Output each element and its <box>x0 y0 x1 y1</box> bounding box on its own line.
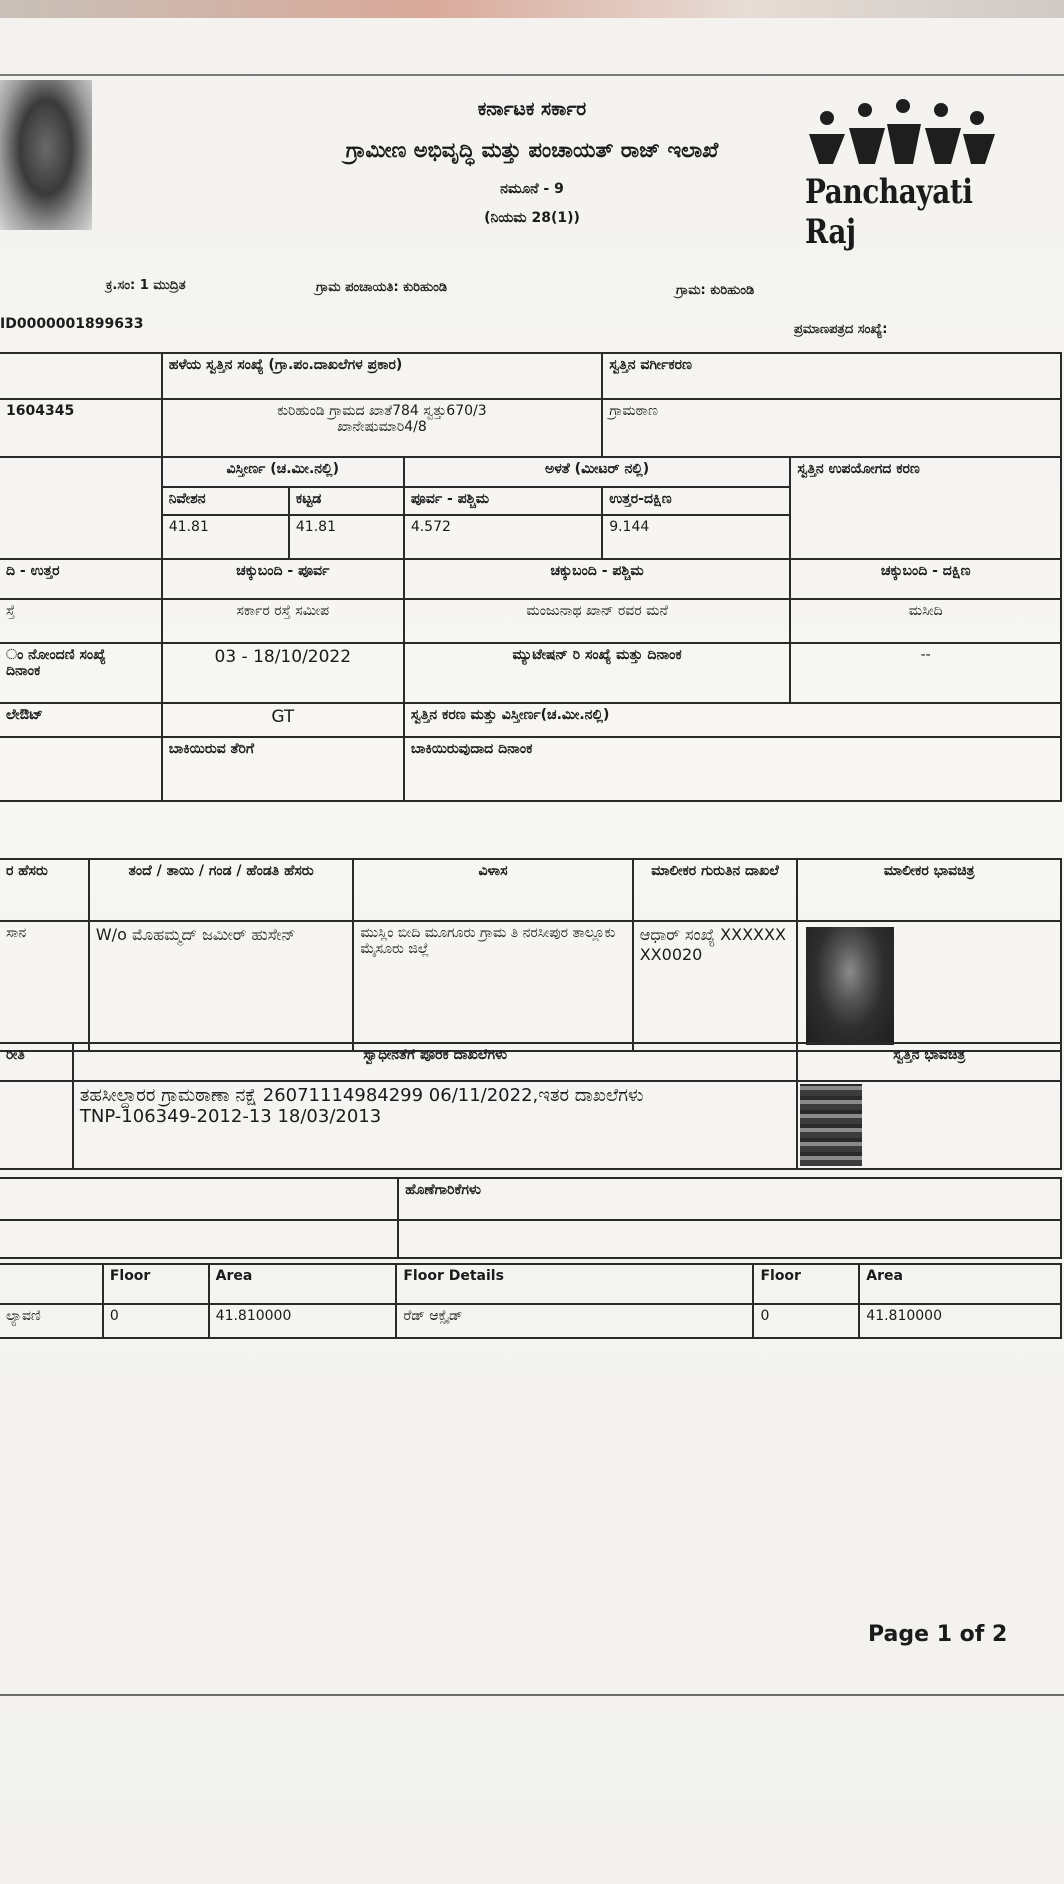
logo-text: Panchayati Raj <box>805 172 973 252</box>
owner-photo-header: ಮಾಲೀಕರ ಭಾವಚಿತ್ರ <box>797 859 1061 921</box>
property-id-cut: 1604345 <box>0 399 162 457</box>
address-header: ವಿಳಾಸ <box>353 859 632 921</box>
pending-date-header: ಬಾಕಿಯಿರುವುದಾದ ದಿನಾಂಕ <box>404 737 1061 801</box>
floor-details-value: ರೆಡ್ ಆಕ್ಸೈಡ್ <box>396 1304 753 1338</box>
page-number: Page 1 of 2 <box>868 1622 1008 1647</box>
property-photo-cell <box>797 1081 1061 1169</box>
registration-label <box>0 643 162 703</box>
site-area-value: 41.81 <box>162 515 289 559</box>
type-area-header: ಸ್ವತ್ತಿನ ಕರಣ ಮತ್ತು ವಿಸ್ತೀರ್ಣ(ಚ.ಮೀ.ನಲ್ಲಿ) <box>404 703 1061 737</box>
registration-label-line2: ದಿನಾಂಕ <box>6 663 41 679</box>
liabilities-header: ಹೊಣೆಗಾರಿಕೆಗಳು <box>398 1178 1061 1220</box>
supporting-docs-value <box>73 1081 798 1169</box>
scan-edge <box>0 0 1064 18</box>
area-header-floor: Area <box>209 1264 397 1304</box>
floor-row-label: ಲ್ಯಾವಣಿ <box>0 1304 103 1338</box>
registration-value: 03 - 18/10/2022 <box>162 643 404 703</box>
floor-value: 0 <box>103 1304 209 1338</box>
department-title: ಗ್ರಾಮೀಣ ಅಭಿವೃದ್ಧಿ ಮತ್ತು ಪಂಚಾಯತ್ ರಾಜ್ ಇಲಾಖೆ <box>345 138 719 162</box>
form-number: ನಮೂನೆ - 9 <box>500 181 564 197</box>
docs-left-header: ರೀತಿ <box>0 1043 73 1081</box>
dimension-header: ಅಳತೆ (ಮೀಟರ್ ನಲ್ಲಿ) <box>404 457 791 487</box>
rule-number: (ನಿಯಮ 28(1)) <box>484 210 580 226</box>
page-top-rule <box>0 74 1064 76</box>
old-number-header: ಹಳೆಯ ಸ್ವತ್ತಿನ ಸಂಖ್ಯೆ (ಗ್ರಾ.ಪಂ.ದಾಖಲೆಗಳ ಪ್ರಕಾರ) <box>162 353 602 399</box>
property-details-table <box>0 352 1062 802</box>
area-value: 41.810000 <box>209 1304 397 1338</box>
relation-header: ತಂದೆ / ತಾಯಿ / ಗಂಡ / ಹೆಂಡತಿ ಹೆಸರು <box>89 859 353 921</box>
cell-empty <box>0 457 162 559</box>
panchayati-raj-logo-icon <box>805 98 995 170</box>
boundary-east-value: ಸರ್ಕಾರ ರಸ್ತೆ ಸಮೀಪ <box>162 599 404 643</box>
usage-header: ಸ್ವತ್ತಿನ ಉಪಯೋಗದ ಕರಣ <box>790 457 1061 559</box>
page-bottom-rule <box>0 1694 1064 1696</box>
documents-table <box>0 1042 1062 1170</box>
cell-empty <box>0 1081 73 1169</box>
boundary-south-value: ಮಸೀದಿ <box>790 599 1061 643</box>
registration-label-line1: ಂ ನೋಂದಣಿ ಸಂಖ್ಯೆ <box>6 647 106 663</box>
pending-tax-header: ಬಾಕಿಯಿರುವ ತೆರಿಗೆ <box>162 737 404 801</box>
docs-line2: TNP-106349-2012-13 18/03/2013 <box>79 1106 382 1127</box>
docs-line1: ತಹಸೀಲ್ದಾರರ ಗ್ರಾಮಠಾಣಾ ನಕ್ಷೆ 26071114984299 06/11/2022,ಇತರ ದಾಖಲೆಗಳು <box>79 1085 644 1106</box>
owner-photo-cell <box>797 921 1061 1051</box>
boundary-west-header: ಚಕ್ಕುಬಂದಿ - ಪಶ್ಚಿಮ <box>404 559 791 599</box>
building-header: ಕಟ್ಟಡ <box>289 487 404 515</box>
village-name: ಗ್ರಾಮ: ಕುರಿಹುಂಡಿ <box>676 283 755 298</box>
old-number-line2: ಖಾನೇಷುಮಾರಿ4/8 <box>337 419 427 435</box>
owner-photo <box>806 927 894 1045</box>
liabilities-table <box>0 1177 1062 1259</box>
old-number-value <box>162 399 602 457</box>
east-west-value: 4.572 <box>404 515 602 559</box>
owner-name-header: ರ ಹೆಸರು <box>0 859 89 921</box>
floor-details-header: Floor Details <box>396 1264 753 1304</box>
gt-value: GT <box>162 703 404 737</box>
built-area-value: 41.81 <box>289 515 404 559</box>
classification-value: ಗ್ರಾಮಠಾಣ <box>602 399 1061 457</box>
owner-name-value: ಸಾನ <box>0 921 89 1051</box>
id-doc-header: ಮಾಲೀಕರ ಗುರುತಿನ ದಾಖಲೆ <box>633 859 798 921</box>
area-header: ವಿಸ್ತೀರ್ಣ (ಚ.ಮೀ.ನಲ್ಲಿ) <box>162 457 404 487</box>
north-south-value: 9.144 <box>602 515 790 559</box>
address-value: ಮುಸ್ಲಿಂ ಬೀದಿ ಮೂಗೂರು ಗ್ರಾಮ ತಿ ನರಸೀಪುರ ತಾಲ್ಲೂಕು ಮೈಸೂರು ಜಿಲ್ಲೆ <box>353 921 632 1051</box>
mutation-header: ಮ್ಯುಟೇಷನ್ ರಿ ಸಂಖ್ಯೆ ಮತ್ತು ದಿನಾಂಕ <box>404 643 791 703</box>
east-west-header: ಪೂರ್ವ - ಪಶ್ಚಿಮ <box>404 487 602 515</box>
classification-header: ಸ್ವತ್ತಿನ ವರ್ಗೀಕರಣ <box>602 353 1061 399</box>
liabilities-value <box>398 1220 1061 1258</box>
cell-empty <box>0 353 162 399</box>
floor-details-table <box>0 1263 1062 1339</box>
site-header: ನಿವೇಶನ <box>162 487 289 515</box>
cell-empty <box>0 1178 398 1220</box>
old-number-line1: ಕುರಿಹುಂಡಿ ಗ್ರಾಮದ ಖಾತೆ784 ಸ್ವತ್ತು670/3 <box>277 403 487 419</box>
area-header-2: Area <box>859 1264 1061 1304</box>
layout-label: ಲೇಔಟ್ <box>0 703 162 737</box>
floor-header: Floor <box>103 1264 209 1304</box>
relation-value: W/o ಮೊಹಮ್ಮದ್ ಜಮೀರ್ ಹುಸೇನ್ <box>89 921 353 1051</box>
cell-empty <box>0 1264 103 1304</box>
property-id: ID0000001899633 <box>0 316 144 332</box>
panchayat-name: ಗ್ರಾಮ ಪಂಚಾಯತಿ: ಕುರಿಹುಂಡಿ <box>316 280 448 295</box>
cell-empty <box>0 1220 398 1258</box>
boundary-west-value: ಮಂಜುನಾಥ ಖಾನ್ ರವರ ಮನೆ <box>404 599 791 643</box>
id-doc-value: ಆಧಾರ್ ಸಂಖ್ಯೆ XXXXXXXX0020 <box>633 921 798 1051</box>
govt-title: ಕರ್ನಾಟಕ ಸರ್ಕಾರ <box>477 98 587 120</box>
owner-table <box>0 858 1062 1052</box>
boundary-north-value: ಸ್ತೆ <box>0 599 162 643</box>
property-photo-header: ಸ್ವತ್ತಿನ ಭಾವಚಿತ್ರ <box>797 1043 1061 1081</box>
certificate-number-label: ಪ್ರಮಾಣಪತ್ರದ ಸಂಖ್ಯೆ: <box>794 322 888 337</box>
floor-value-2: 0 <box>753 1304 859 1338</box>
mutation-value: -- <box>790 643 1061 703</box>
boundary-south-header: ಚಕ್ಕುಬಂದಿ - ದಕ್ಷಿಣ <box>790 559 1061 599</box>
serial-number: ಕ್ರ.ಸಂ: 1 ಮುದ್ರಿತ <box>106 278 186 293</box>
supporting-docs-header: ಸ್ವಾಧೀನತೆಗೆ ಪೂರಕ ದಾಖಲೆಗಳು <box>73 1043 798 1081</box>
cell-empty <box>0 737 162 801</box>
boundary-east-header: ಚಕ್ಕುಬಂದಿ - ಪೂರ್ವ <box>162 559 404 599</box>
floor-header-2: Floor <box>753 1264 859 1304</box>
area-value-2: 41.810000 <box>859 1304 1061 1338</box>
property-photo <box>800 1084 862 1166</box>
boundary-north-label: ದಿ - ಉತ್ತರ <box>0 559 162 599</box>
north-south-header: ಉತ್ತರ-ದಕ್ಷಿಣ <box>602 487 790 515</box>
